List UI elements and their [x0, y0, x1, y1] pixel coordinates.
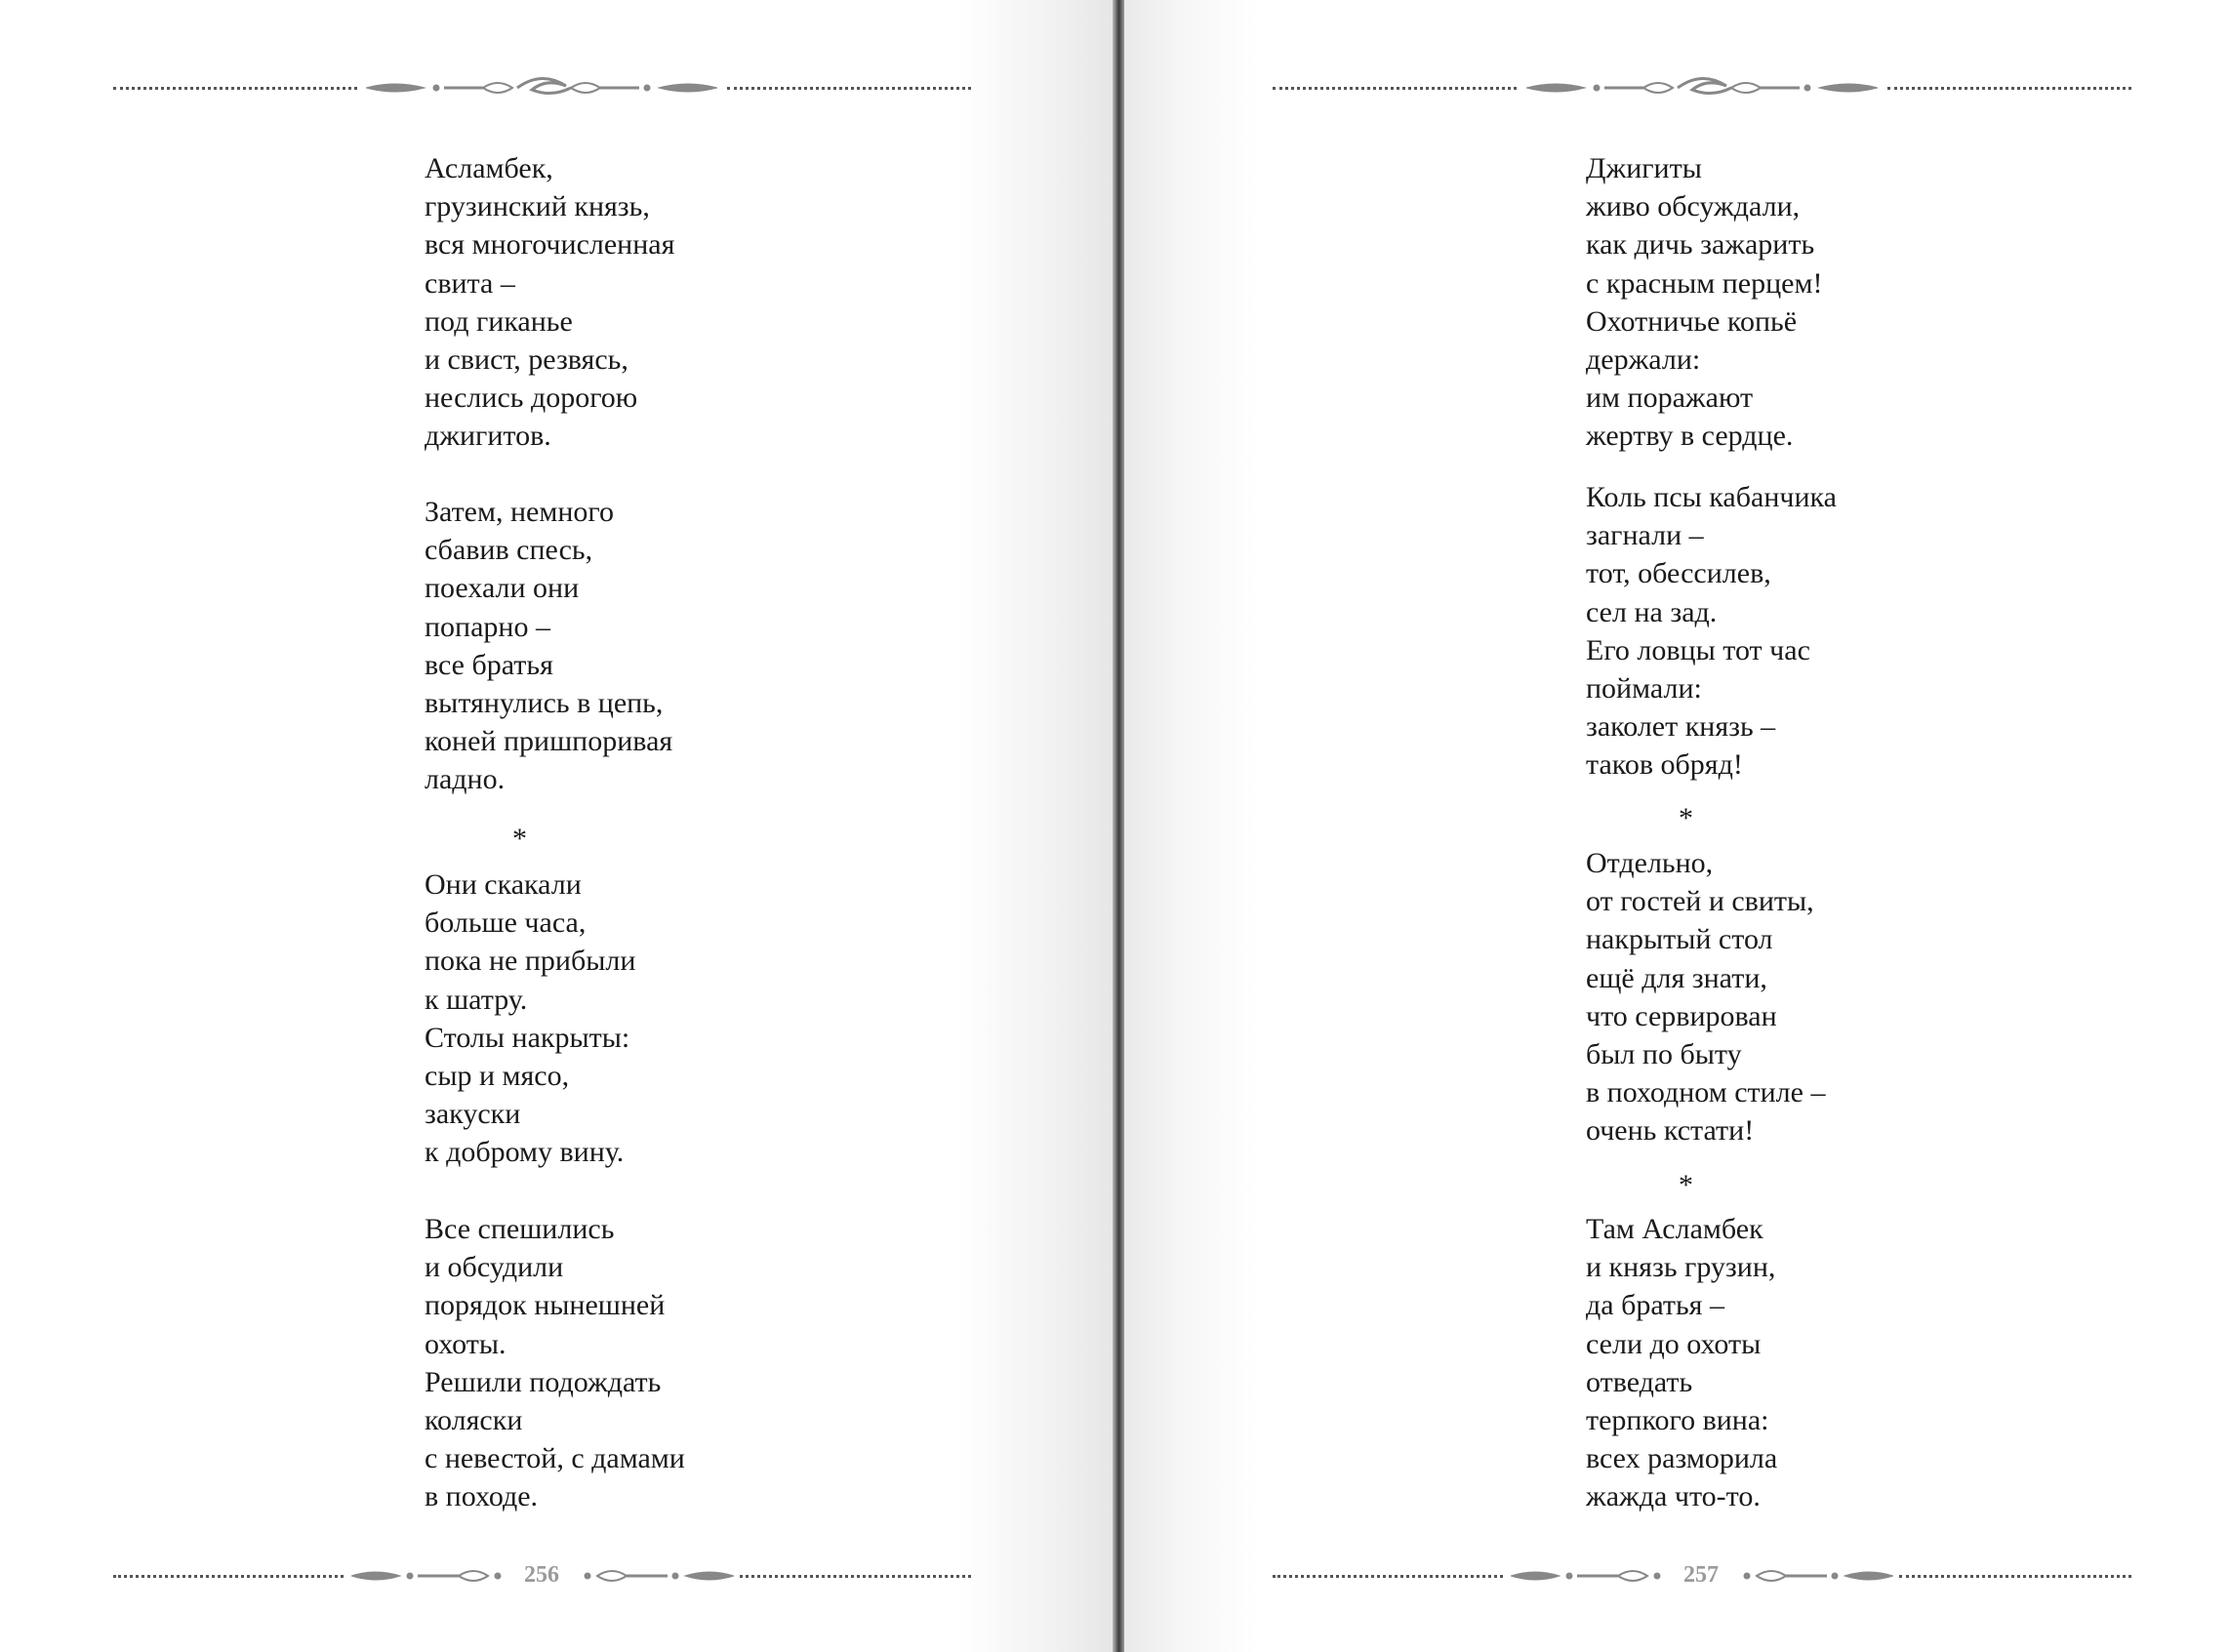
stanza-separator-2: * [1679, 1169, 1693, 1201]
flourish-right-icon [1737, 1556, 1893, 1595]
poem-line: все братья [425, 648, 553, 681]
poem-line: накрытый стол [1586, 923, 1773, 956]
poem-line: под гиканье [425, 304, 573, 338]
poem-line: как дичь зажарить [1586, 228, 1815, 262]
poem-line: да братья – [1586, 1289, 1724, 1322]
poem-line: коней пришпоривая [425, 725, 673, 758]
flourish-right-icon [578, 1556, 734, 1595]
poem-left [425, 149, 674, 456]
poem-line: к шатру. [425, 983, 528, 1016]
poem-line: живо обсуждали, [1586, 190, 1801, 223]
poem-left-4 [425, 1210, 685, 1516]
stanza [1586, 1210, 1777, 1516]
poem-right-2 [1586, 478, 1837, 785]
page-number: 257 [1683, 1562, 1719, 1588]
poem-line: ладно. [425, 763, 506, 796]
stanza-separator: * [512, 823, 527, 855]
poem-line: сели до охоты [1586, 1327, 1762, 1360]
poem-line: в походном стиле – [1586, 1076, 1826, 1109]
stanza [425, 866, 635, 1172]
poem-line: держали: [1586, 343, 1701, 377]
poem-line: грузинский князь, [425, 190, 650, 223]
poem-line: Охотничье копьё [1586, 304, 1798, 338]
poem-line: пока не прибыли [425, 945, 636, 978]
poem-line: жертву в сердце. [1586, 420, 1794, 453]
poem-line: сыр и мясо, [425, 1060, 570, 1093]
poem-right-4 [1586, 1210, 1777, 1516]
flourish-left-icon [1511, 1556, 1667, 1595]
poem-line: сбавив спесь, [425, 534, 593, 567]
poem-line: с невестой, с дамами [425, 1442, 685, 1475]
flourish-icon [366, 68, 717, 107]
poem-line: Отдельно, [1586, 847, 1714, 879]
flourish-icon [1526, 68, 1878, 107]
poem-line: коляски [425, 1404, 523, 1437]
header-ornament [1124, 68, 2229, 107]
poem-line: вся многочисленная [425, 228, 675, 262]
poem-line: Они скакали [425, 868, 582, 901]
poem-line: и князь грузин, [1586, 1251, 1776, 1284]
poem-line: ещё для знати, [1586, 961, 1767, 994]
poem-line: заколет князь – [1586, 710, 1776, 744]
poem-line: очень кстати! [1586, 1114, 1755, 1148]
poem-line: поймали: [1586, 672, 1702, 705]
poem-line: с красным перцем! [1586, 266, 1823, 300]
poem-line: Затем, немного [425, 496, 614, 528]
poem-line: поехали они [425, 572, 580, 605]
poem-line: закуски [425, 1098, 521, 1131]
poem-line: Все спешились [425, 1213, 615, 1245]
poem-line: джигитов. [425, 420, 551, 453]
poem-left-2 [425, 493, 672, 799]
poem-line: тот, обессилев, [1586, 557, 1771, 590]
header-ornament [0, 68, 1113, 107]
poem-line: больше часа, [425, 907, 587, 940]
footer-ornament [1124, 1556, 2229, 1595]
poem-line: жажда что-то. [1586, 1480, 1761, 1513]
poem-line: загнали – [1586, 519, 1704, 552]
page-number: 256 [524, 1562, 559, 1588]
stanza-separator: * [1679, 802, 1693, 834]
poem-line: охоты. [425, 1327, 507, 1360]
poem-line: сел на зад. [1586, 595, 1718, 628]
poem-line: Решили подождать [425, 1365, 662, 1398]
left-page [0, 0, 1113, 1652]
poem-line: и свист, резвясь, [425, 343, 628, 377]
footer-ornament [0, 1556, 1113, 1595]
poem-line: неслись дорогою [425, 382, 638, 415]
stanza [425, 493, 672, 799]
poem-right-3 [1586, 844, 1825, 1150]
poem-line: отведать [1586, 1365, 1693, 1398]
right-page [1124, 0, 2229, 1652]
stanza [1586, 478, 1837, 785]
flourish-left-icon [351, 1556, 507, 1595]
stanza [1586, 149, 1822, 456]
poem-right [1586, 149, 1822, 456]
poem-line: к доброму вину. [425, 1136, 625, 1169]
poem-line: Там Асламбек [1586, 1213, 1763, 1245]
poem-line: от гостей и свиты, [1586, 885, 1814, 918]
poem-line: порядок нынешней [425, 1289, 666, 1322]
poem-line: Джигиты [1586, 152, 1702, 184]
poem-line: им поражают [1586, 382, 1754, 415]
book-spine [1113, 0, 1124, 1652]
stanza [1586, 844, 1825, 1150]
poem-line: и обсудили [425, 1251, 564, 1284]
poem-line: Коль псы кабанчика [1586, 481, 1837, 513]
poem-left-3 [425, 866, 635, 1172]
stanza [425, 1210, 685, 1516]
poem-line: попарно – [425, 610, 550, 643]
poem-line: вытянулись в цепь, [425, 687, 664, 720]
poem-line: Асламбек, [425, 152, 553, 184]
poem-line: был по быту [1586, 1038, 1742, 1071]
poem-line: всех разморила [1586, 1442, 1778, 1475]
stanza [425, 149, 674, 456]
poem-line: терпкого вина: [1586, 1404, 1769, 1437]
poem-line: таков обряд! [1586, 748, 1743, 782]
poem-line: Столы накрыты: [425, 1021, 630, 1054]
poem-line: что сервирован [1586, 999, 1777, 1032]
poem-line: свита – [425, 266, 515, 300]
poem-line: в походе. [425, 1480, 539, 1513]
poem-line: Его ловцы тот час [1586, 633, 1810, 666]
